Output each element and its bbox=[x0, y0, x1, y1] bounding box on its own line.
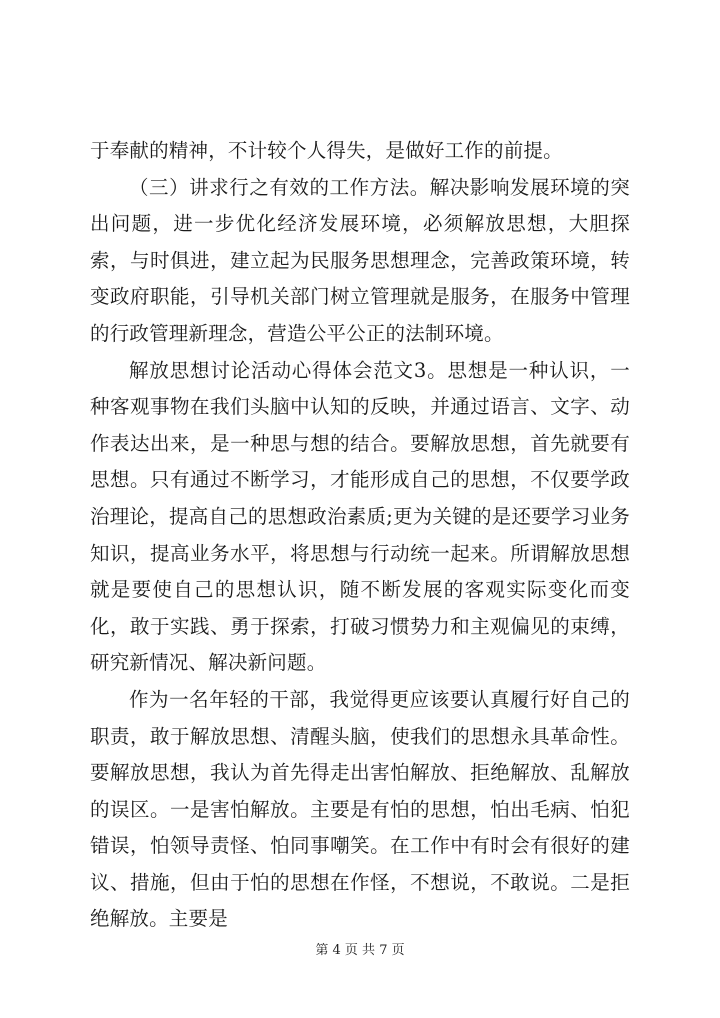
document-body bbox=[90, 133, 630, 938]
paragraph-sample-essay-3: 解放思想讨论活动心得体会范文3。思想是一种认识，一种客观事物在我们头脑中认知的反映，并通过语言、文字、动作表达出来，是一种思与想的结合。要解放思想，首先就要有思想。只有通过不断学习，才能形成自己的思想，不仅要学政治理论，提高自己的思想政治素质;更为关键的是还要学习业务知识，提高业务水平，将思想与行动统一起来。所谓解放思想就是要使自己的思想认识，随不断发展的客观实际变化而变化，敢于实践、勇于探索，打破习惯势力和主观偏见的束缚，研究新情况、解决新问题。 bbox=[90, 358, 630, 675]
paragraph-work-method: （三）讲求行之有效的工作方法。解决影响发展环境的突出问题，进一步优化经济发展环境，必须解放思想，大胆探索，与时俱进，建立起为民服务思想理念，完善政策环境，转变政府职能，引导机关部门树立管理就是服务，在服务中管理的行政管理新理念，营造公平公正的法制环境。 bbox=[90, 175, 630, 345]
page-footer: 第 4 页 共 7 页 bbox=[315, 943, 405, 958]
paragraph-young-cadre: 作为一名年轻的干部，我觉得更应该要认真履行好自己的职责，敢于解放思想、清醒头脑，使我们的思想永具革命性。要解放思想，我认为首先得走出害怕解放、拒绝解放、乱解放的误区。一是害怕解放。主要是有怕的思想，怕出毛病、怕犯错误，怕领导责怪、怕同事嘲笑。在工作中有时会有很好的建议、措施，但由于怕的思想在作怪，不想说，不敢说。二是拒绝解放。主要是 bbox=[90, 687, 630, 931]
paragraph-continuation: 于奉献的精神，不计较个人得失，是做好工作的前提。 bbox=[90, 139, 563, 162]
